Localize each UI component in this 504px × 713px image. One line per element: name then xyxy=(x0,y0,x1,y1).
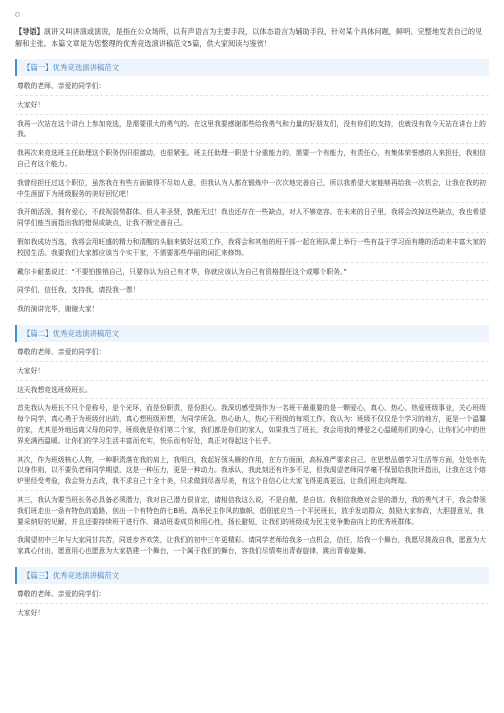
s2-paragraph-7: 我渴望初中三年与大家同甘共苦，同进步齐欢笑，让我们的初中三年更精彩。请同学老师给我多一点机会，信任，给我一个舞台，我愿尽挑战自我，愿意为大家真心付出，愿意用心也愿意为大家搭建一个舞台，一个属于我们的舞台，容我们尽情奏出青春旋律，跳出青春旋舞。 xyxy=(17,536,486,556)
divider xyxy=(15,280,489,281)
divider xyxy=(15,380,489,381)
divider xyxy=(15,202,489,203)
guide-text: 演讲又叫讲演或演说，是指在公众场所，以有声语言为主要手段，以体态语言为辅助手段，针对某个具体问题，鲜明、完整地发表自己的见解和主张。本篇文章是为您整理的优秀竞选演讲稿范文5篇，供大家阅读与鉴赏！ xyxy=(15,27,483,48)
divider xyxy=(15,299,489,300)
divider xyxy=(15,143,489,144)
section-2 xyxy=(15,325,489,557)
divider xyxy=(15,398,489,399)
s2-paragraph-2: 大家好！ xyxy=(17,366,45,375)
s2-paragraph-5: 其次，作为班级核心人物，一种职责落在我的肩上，我明白，我起好领头雁的作用，在方方面面，高标准严要求自己。在思想品德学习生活等方面，处处率先以身作则，以不要负老师同学期望，这是一种压力，更是一种动力。我承认，我此刻还有许多不足，但我渴望老师同学毫不保留给我批评指出，让我在这个熔炉里经受考验，我会努力去改，我不求自己十全十美，只求做到尽善尽美，有这个自信心让大家飞得更高更远，让我们班走向辉煌。 xyxy=(17,455,486,486)
guide-intro xyxy=(15,26,489,49)
s2-paragraph-1: 尊敬的老师、亲爱的同学们： xyxy=(17,347,106,356)
divider xyxy=(15,114,489,115)
s2-paragraph-6: 其三，我认为要当班长务必具备必须潜力，我对自己潜力很肯定，请相信我这么说，不是自傲，是自信。我相信我绝对会是的潜力，我的勇气才干，我会带领我们班走出一条有特色的道路，创出一个有特色的七B班。高举民主作风的旗帜，倡佃底应当一个平民班长，放手发动群众，鼓励大家参政，大胆提意见，我要采纳好的见解，并且还要持续班干进行作、调动班委成员和用心性，扬长避短，让我们的班级成为民主竞争勤奋向上的优秀班群体。 xyxy=(17,495,486,526)
divider xyxy=(15,490,489,491)
corner-mark-icon xyxy=(15,12,20,17)
s1-paragraph-1: 尊敬的老师、亲爱的同学们： xyxy=(17,82,106,90)
s3-paragraph-1: 尊敬的老师、亲爱的同学们： xyxy=(17,589,106,598)
divider xyxy=(15,603,489,604)
divider xyxy=(15,232,489,233)
divider xyxy=(15,361,489,362)
section-1 xyxy=(15,59,489,315)
s1-paragraph-10: 我的演讲完毕，谢谢大家！ xyxy=(17,305,99,314)
section-2-title: 【篇二】优秀竞选演讲稿范文 xyxy=(23,328,120,338)
s1-paragraph-6: 我开朗活泼，拥有爱心，不歧视弱势群体。但人非圣贤，孰能无过！我也还存在一些缺点，对人不够宽容。在未来的日子里，我将会改掉这些缺点，我也希望同学们能当面指出我的错误或缺点，让我不断完善自己。 xyxy=(17,208,486,228)
guide-label: 【导语】 xyxy=(15,27,44,36)
section-3-title: 【篇三】优秀竞选演讲稿范文 xyxy=(23,570,120,580)
section-3-title-bar xyxy=(15,567,489,584)
section-1-title-bar xyxy=(15,59,489,76)
divider xyxy=(15,173,489,174)
s1-paragraph-4: 我再次来竞选班主任助理这个职务仍旧很激动，也很紧张。班主任助理一职是十分重能力的，需要一个有能力，有责任心，有集体荣誉感的人来担任，我相信自己有这个能力。 xyxy=(17,149,486,168)
s1-paragraph-2: 大家好！ xyxy=(17,100,45,109)
s1-paragraph-5: 我曾经担任过这个职位，虽然我在有些方面做得不尽如人意，但我认为人都在锻炼中一次次地完善自己，所以我希望大家能够再给我一次机会，让我在我的初中生涯留下为班级服务的美好回忆吧！ xyxy=(17,178,486,198)
section-2-title-bar xyxy=(15,325,489,342)
divider xyxy=(15,95,489,96)
divider xyxy=(15,450,489,451)
s2-paragraph-3: 这天我想竞选班级班长。 xyxy=(17,385,92,394)
s1-paragraph-7: 假如我成功当选，我将会用旺盛的精力和清醒的头脑来做好这项工作，我将会和其他的班干部一起在班队课上举行一些有益于学习而有趣的活动来丰富大家的校园生活。我要我们大家都应该当个实干家，不需要那些华丽的词汇来修饰。 xyxy=(17,237,486,257)
section-1-title: 【篇一】优秀竞选演讲稿范文 xyxy=(23,63,120,72)
divider xyxy=(15,262,489,263)
s3-paragraph-2: 大家好！ xyxy=(17,608,45,617)
divider xyxy=(15,530,489,531)
s2-paragraph-4: 首先我认为班长不只个是称号，是个光环，而是份职责，是份担心。我深切感受到作为一名班干最重要的是一颗爱心，真心、热心。热爱班级事业，关心班级每个同学，真心勇于为班级付出的，真心想班级形想，为同学所急。热心助人，热心干班级的每项工作。我认为：班级不仅仅是个学习的地方，更是一个温馨的家，尤其是外地远离父母的同学，班级就是你们第二个家，我们都是你们的家人，如果我当了班长，我会用我的博爱之心温暖你们的身心，让你们心中的世界充满西温暖。让你们的学习生活丰富而充实，快乐而有好处，真正对得起这个长乎。 xyxy=(17,404,486,445)
s1-paragraph-9: 同学们，信任我，支持我，请投我一票！ xyxy=(17,286,140,295)
s1-paragraph-8: 戴尔卡耐基说过：“不要怕推销自己，只要你认为自己有才华，你就应该认为自己有资格提任这个或哪个职务。” xyxy=(17,267,347,276)
s1-paragraph-3: 我再一次站在这个讲台上参加竞选，是需要很大的勇气的。在这里我要感谢那些给我勇气和力量的好朋友们，没有你们的支持，也就没有我今天站在讲台上的我。 xyxy=(17,119,486,139)
section-3 xyxy=(15,567,489,619)
